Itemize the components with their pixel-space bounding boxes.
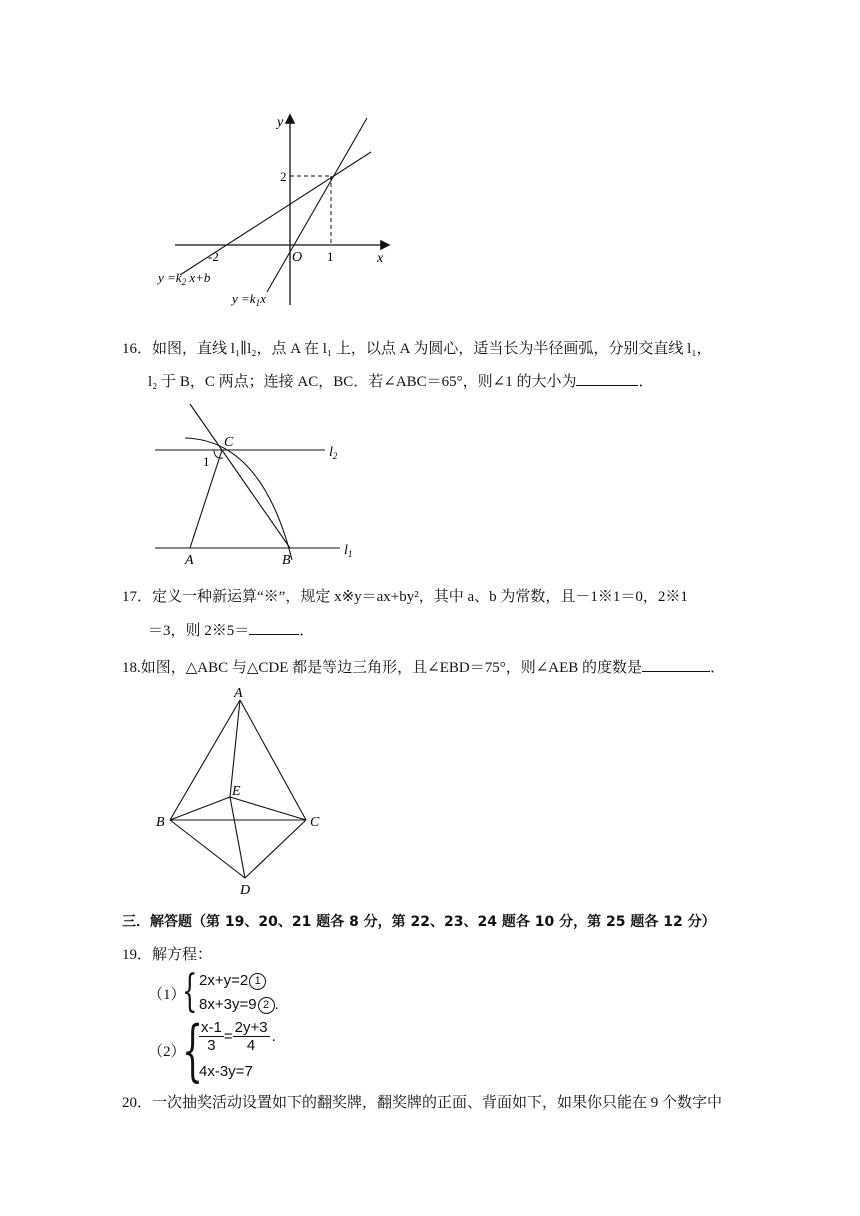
q17-number: 17． — [122, 589, 153, 605]
label-k2x-plus-b: $y =k_2$ x+b — [158, 270, 211, 287]
q16-line1 — [122, 339, 712, 359]
arc — [185, 438, 292, 560]
q19-part1-brace: { — [182, 966, 198, 1017]
segment-ed — [230, 797, 245, 878]
q18-answer-blank — [642, 657, 710, 672]
tick-x-1: 1 — [327, 249, 334, 264]
label-k1x: $y =k_1x$ — [232, 291, 266, 308]
segment-ac — [240, 700, 306, 820]
q18-line — [122, 657, 725, 678]
q17-line2 — [148, 620, 314, 641]
q19-part1-eq2 — [199, 996, 279, 1014]
q19-eq2-text: 8x+3y=9 — [199, 996, 257, 1013]
q19-eq1-text: 2x+y=2 — [199, 972, 249, 989]
q19-line — [122, 945, 212, 965]
q16-answer-blank — [576, 371, 638, 386]
q20-line — [122, 1093, 722, 1113]
q19-number: 19． — [122, 947, 153, 963]
equals-sign: = — [223, 1028, 233, 1045]
q20-number: 20． — [122, 1095, 153, 1111]
q17-period: ． — [299, 623, 315, 639]
origin-label: O — [292, 250, 303, 265]
q17-line1 — [122, 587, 688, 607]
q19-part2-eq1 — [199, 1019, 276, 1054]
label-c: C — [224, 435, 234, 450]
segment-bc-extended — [190, 404, 290, 548]
q17-text-line1: 定义一种新运算“※”，规定 x※y＝ax+by²，其中 a、b 为常数，且－1※1＝0，2※1 — [152, 589, 688, 605]
q16-text-line1: 如图，直线 l₁∥l₂，点 A 在 l₁ 上，以点 A 为圆心，适当长为半径画弧，分别交直线 l₁， — [152, 341, 712, 357]
q18-period: ． — [710, 660, 726, 676]
q19-part1-eq1 — [199, 972, 266, 990]
label-l1: $l_1$ — [344, 543, 353, 559]
label-a: A — [185, 553, 194, 568]
equilateral-triangles-figure — [150, 682, 330, 897]
circled-2-mark: 2 — [258, 997, 275, 1014]
parallel-lines-figure — [150, 398, 360, 568]
label-e: E — [232, 784, 241, 799]
fraction-x-minus-1-over-3: $\frac{x-1}{3}$ — [201, 1019, 222, 1054]
label-angle-1: 1 — [203, 454, 210, 469]
line-k1x — [267, 118, 367, 292]
circled-1-mark: 1 — [249, 973, 266, 990]
label-b: B — [156, 815, 165, 830]
linear-functions-graph — [150, 110, 400, 315]
q16-line2 — [148, 371, 654, 392]
q19-part2-label: （2） — [148, 1044, 186, 1060]
q16-text-line2: l₂ 于 B，C 两点；连接 AC，BC．若∠ABC＝65°，则∠1 的大小为 — [148, 374, 577, 390]
section3-title: 三．解答题（第 19、20、21 题各 8 分，第 22、23、24 题各 10 分，第 25 题各 12 分） — [122, 914, 716, 930]
label-a: A — [234, 686, 243, 701]
segment-bd — [170, 820, 245, 878]
label-l2: $l_2$ — [329, 445, 338, 461]
label-d: D — [240, 883, 251, 897]
segment-be — [170, 797, 230, 820]
segment-cd — [245, 820, 306, 878]
q20-text: 一次抽奖活动设置如下的翻奖牌，翻奖牌的正面、背面如下，如果你只能在 9 个数字中 — [152, 1095, 723, 1111]
q17-text-line2: ＝3，则 2※5＝ — [148, 623, 250, 639]
q18-number: 18. — [122, 660, 141, 676]
segment-ab — [170, 700, 240, 820]
label-c: C — [310, 815, 320, 830]
q19-part1-period: . — [274, 996, 279, 1013]
y-axis-label: y — [277, 115, 284, 130]
q19-part1-label: （1） — [148, 987, 186, 1003]
q16-period: ． — [638, 374, 654, 390]
q19-part2-brace: { — [182, 1012, 203, 1089]
label-b: B — [282, 553, 291, 568]
fraction-2y-plus-3-over-4: $\frac{2y+3}{4}$ — [234, 1019, 268, 1054]
x-axis-label: x — [377, 251, 384, 266]
q19-part2-period: . — [271, 1028, 276, 1045]
tick-x-neg2: -2 — [208, 249, 219, 264]
q18-text: 如图，△ABC 与△CDE 都是等边三角形，且∠EBD＝75°，则∠AEB 的度数是 — [140, 660, 643, 676]
segment-ce — [230, 797, 306, 820]
tick-y-2: 2 — [280, 169, 287, 184]
q16-number: 16． — [122, 341, 153, 357]
q17-answer-blank — [249, 620, 299, 635]
q19-text: 解方程： — [152, 947, 213, 963]
q19-part2-eq2: 4x-3y=7 — [199, 1063, 253, 1080]
